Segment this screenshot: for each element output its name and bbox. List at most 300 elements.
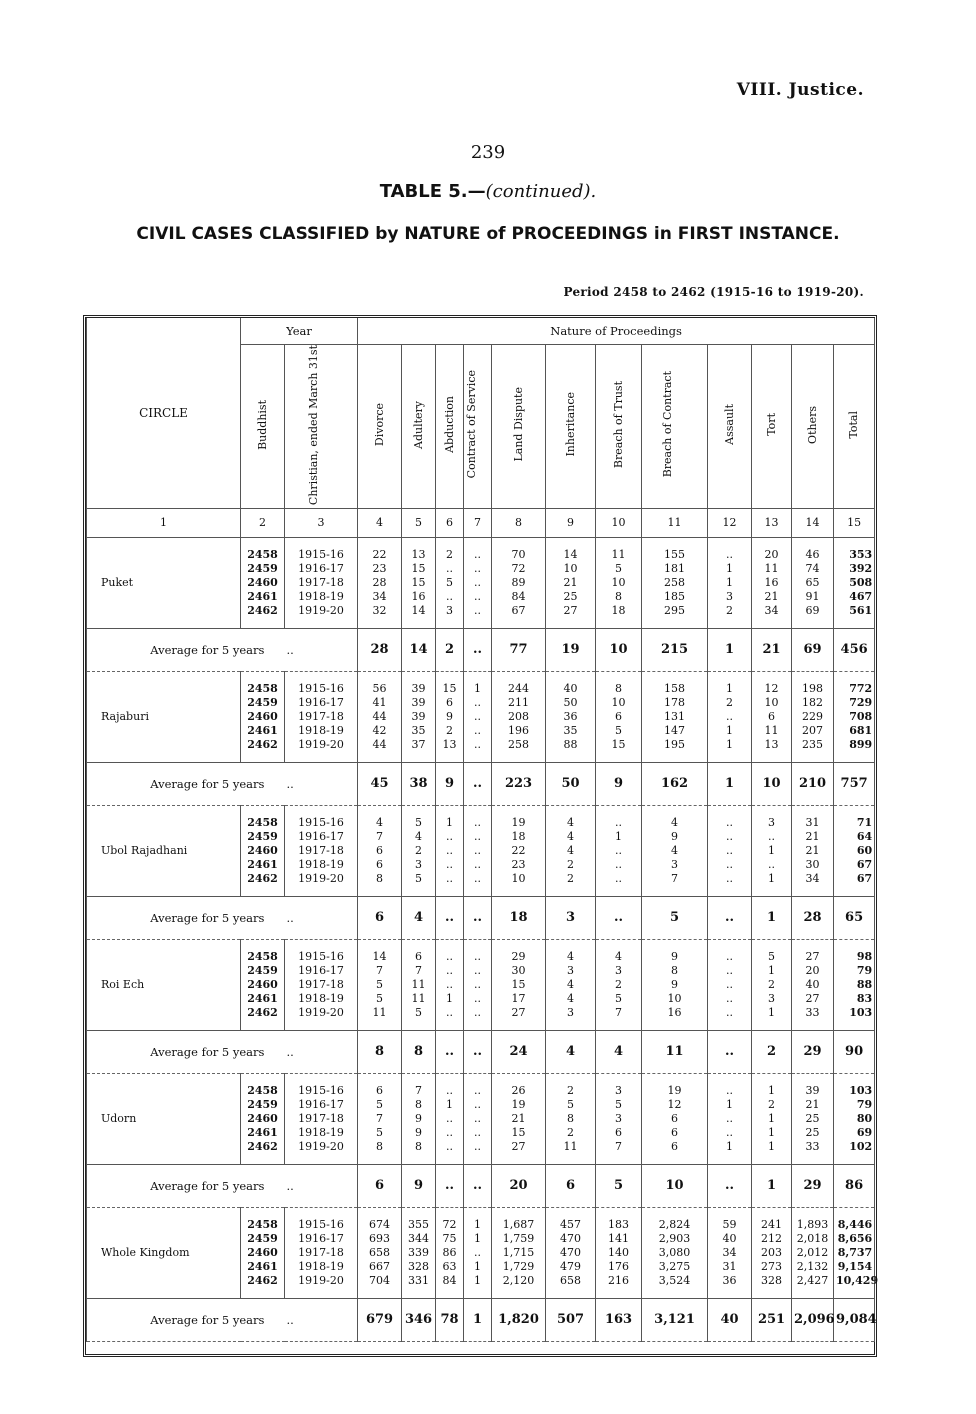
value-cell: 56 (358, 682, 402, 696)
table-row (87, 950, 875, 964)
value-cell: 457 (546, 1218, 596, 1232)
average-cell: 2 (436, 628, 464, 671)
value-cell: 69 (834, 1126, 875, 1140)
table-row (87, 1084, 875, 1098)
average-cell: 6 (358, 1164, 402, 1207)
col-header-breach-of-trust: Breach of Trust (611, 380, 625, 469)
value-cell: 5 (436, 576, 464, 590)
circle-header: CIRCLE (87, 318, 241, 508)
value-cell: 21 (792, 1098, 834, 1112)
value-cell: 3 (596, 964, 642, 978)
value-cell: 1 (708, 738, 752, 752)
value-cell: 5 (358, 1126, 402, 1140)
value-cell: 7 (402, 1084, 436, 1098)
average-label-dots: .. (286, 1044, 294, 1059)
value-cell: .. (708, 548, 752, 562)
col-header-land-dispute: Land Dispute (511, 387, 525, 462)
average-cell: 1 (752, 1164, 792, 1207)
value-cell: .. (464, 964, 492, 978)
value-cell: 1 (464, 1260, 492, 1274)
average-cell: 3 (546, 896, 596, 939)
value-cell: 3,524 (642, 1274, 708, 1288)
average-cell: 1 (752, 896, 792, 939)
value-cell: 71 (834, 816, 875, 830)
value-cell: 331 (402, 1274, 436, 1288)
christian-year-cell: 1918-19 (285, 858, 358, 872)
average-row (87, 1298, 875, 1341)
circle-name: Whole Kingdom (87, 1218, 241, 1288)
table-row (87, 548, 875, 562)
average-label-text: Average for 5 years (150, 642, 265, 657)
average-label (87, 896, 358, 939)
value-cell: 10 (596, 696, 642, 710)
value-cell: 899 (834, 738, 875, 752)
average-cell: 90 (834, 1030, 875, 1073)
value-cell: 21 (792, 844, 834, 858)
value-cell: 8 (402, 1140, 436, 1154)
value-cell: 2 (402, 844, 436, 858)
value-cell: 6 (596, 710, 642, 724)
christian-year-cell: 1916-17 (285, 1098, 358, 1112)
value-cell: .. (464, 844, 492, 858)
christian-year-cell: 1918-19 (285, 724, 358, 738)
christian-year-cell: 1915-16 (285, 548, 358, 562)
value-cell: 3 (752, 816, 792, 830)
average-cell: 162 (642, 762, 708, 805)
value-cell: 2 (708, 696, 752, 710)
value-cell: 31 (792, 816, 834, 830)
value-cell: 35 (546, 724, 596, 738)
column-number: 11 (642, 508, 708, 537)
average-cell: 6 (358, 896, 402, 939)
value-cell: 155 (642, 548, 708, 562)
value-cell: .. (464, 1084, 492, 1098)
value-cell: 772 (834, 682, 875, 696)
value-cell: 508 (834, 576, 875, 590)
average-cell: 28 (792, 896, 834, 939)
value-cell: 344 (402, 1232, 436, 1246)
value-cell: 11 (402, 992, 436, 1006)
value-cell: 1 (708, 724, 752, 738)
value-cell: 10 (596, 576, 642, 590)
christian-year-cell: 1919-20 (285, 1140, 358, 1154)
value-cell: .. (436, 950, 464, 964)
value-cell: 27 (492, 1006, 546, 1020)
value-cell: 91 (792, 590, 834, 604)
value-cell: 328 (752, 1274, 792, 1288)
page-number: 239 (470, 142, 506, 163)
value-cell: 12 (752, 682, 792, 696)
value-cell: 1,759 (492, 1232, 546, 1246)
table-body (87, 537, 879, 1341)
value-cell: 185 (642, 590, 708, 604)
buddhist-year-cell: 2458 (241, 548, 285, 562)
average-cell: 78 (436, 1298, 464, 1341)
average-cell: 9,084 (834, 1298, 875, 1341)
value-cell: 2 (546, 1084, 596, 1098)
average-cell: 1 (708, 628, 752, 671)
value-cell: .. (436, 964, 464, 978)
value-cell: 35 (402, 724, 436, 738)
average-cell: 10 (596, 628, 642, 671)
value-cell: 2,018 (792, 1232, 834, 1246)
column-number: 1 (87, 508, 241, 537)
value-cell: 392 (834, 562, 875, 576)
value-cell: 9,154 (834, 1260, 875, 1274)
value-cell: 20 (752, 548, 792, 562)
value-cell: 27 (492, 1140, 546, 1154)
value-cell: 183 (596, 1218, 642, 1232)
value-cell: 1 (708, 1140, 752, 1154)
value-cell: 229 (792, 710, 834, 724)
column-number: 7 (464, 508, 492, 537)
value-cell: 2 (708, 604, 752, 618)
average-cell: 223 (492, 762, 546, 805)
value-cell: 9 (436, 710, 464, 724)
value-cell: .. (464, 576, 492, 590)
average-cell: 8 (358, 1030, 402, 1073)
table-continued: (continued). (485, 181, 597, 202)
value-cell: 8 (596, 682, 642, 696)
value-cell: 17 (492, 992, 546, 1006)
value-cell: 5 (358, 1098, 402, 1112)
value-cell: 2,012 (792, 1246, 834, 1260)
value-cell: 9 (642, 830, 708, 844)
value-cell: 18 (596, 604, 642, 618)
value-cell: 704 (358, 1274, 402, 1288)
value-cell: 2 (436, 548, 464, 562)
christian-year-cell: 1917-18 (285, 844, 358, 858)
value-cell: 3 (596, 1084, 642, 1098)
value-cell: .. (464, 1246, 492, 1260)
buddhist-year-cell: 2460 (241, 1112, 285, 1126)
column-number: 15 (834, 508, 875, 537)
buddhist-year-cell: 2460 (241, 844, 285, 858)
value-cell: 561 (834, 604, 875, 618)
christian-year-cell: 1915-16 (285, 1084, 358, 1098)
value-cell: 1 (708, 562, 752, 576)
value-cell: 6 (358, 1084, 402, 1098)
value-cell: .. (464, 1112, 492, 1126)
value-cell: 241 (752, 1218, 792, 1232)
average-cell: 3,121 (642, 1298, 708, 1341)
christian-year-cell: 1916-17 (285, 830, 358, 844)
average-cell: .. (464, 896, 492, 939)
value-cell: .. (464, 696, 492, 710)
buddhist-year-cell: 2460 (241, 576, 285, 590)
christian-year-cell: 1918-19 (285, 1260, 358, 1274)
value-cell: 3,275 (642, 1260, 708, 1274)
value-cell: 16 (752, 576, 792, 590)
value-cell: 27 (546, 604, 596, 618)
value-cell: 11 (752, 724, 792, 738)
value-cell: 44 (358, 738, 402, 752)
value-cell: 39 (402, 710, 436, 724)
value-cell: 21 (492, 1112, 546, 1126)
buddhist-year-cell: 2462 (241, 738, 285, 752)
value-cell: 212 (752, 1232, 792, 1246)
circle-name: Roi Ech (87, 950, 241, 1020)
buddhist-year-cell: 2458 (241, 816, 285, 830)
value-cell: .. (464, 1006, 492, 1020)
buddhist-year-cell: 2461 (241, 590, 285, 604)
value-cell: 13 (752, 738, 792, 752)
average-cell: .. (464, 1164, 492, 1207)
value-cell: .. (708, 816, 752, 830)
value-cell: 11 (358, 1006, 402, 1020)
christian-year-cell: 1916-17 (285, 562, 358, 576)
value-cell: 25 (792, 1112, 834, 1126)
value-cell: 176 (596, 1260, 642, 1274)
buddhist-year-cell: 2458 (241, 950, 285, 964)
buddhist-year-cell: 2459 (241, 562, 285, 576)
value-cell: 83 (834, 992, 875, 1006)
value-cell: 4 (358, 816, 402, 830)
value-cell: 23 (492, 858, 546, 872)
col-header-total: Total (847, 410, 861, 439)
average-cell: .. (464, 762, 492, 805)
value-cell: 16 (402, 590, 436, 604)
value-cell: .. (464, 1126, 492, 1140)
value-cell: 15 (492, 1126, 546, 1140)
value-cell: .. (596, 844, 642, 858)
value-cell: 729 (834, 696, 875, 710)
year-header: Year (241, 318, 358, 344)
value-cell: 3 (436, 604, 464, 618)
value-cell: 1 (464, 1274, 492, 1288)
value-cell: .. (436, 1126, 464, 1140)
value-cell: 9 (642, 950, 708, 964)
average-cell: 10 (752, 762, 792, 805)
value-cell: 208 (492, 710, 546, 724)
value-cell: 158 (642, 682, 708, 696)
value-cell: 3 (752, 992, 792, 1006)
value-cell: 1 (752, 1112, 792, 1126)
value-cell: 59 (708, 1218, 752, 1232)
average-cell: .. (708, 1030, 752, 1073)
average-label (87, 1298, 358, 1341)
column-number: 12 (708, 508, 752, 537)
value-cell: 79 (834, 964, 875, 978)
average-label-text: Average for 5 years (150, 776, 265, 791)
value-cell: 88 (834, 978, 875, 992)
value-cell: 658 (546, 1274, 596, 1288)
table-row (87, 816, 875, 830)
col-header-tort: Tort (764, 413, 778, 436)
value-cell: .. (752, 858, 792, 872)
average-label (87, 628, 358, 671)
value-cell: 5 (402, 872, 436, 886)
column-number: 13 (752, 508, 792, 537)
average-cell: 9 (402, 1164, 436, 1207)
value-cell: 50 (546, 696, 596, 710)
value-cell: 75 (436, 1232, 464, 1246)
value-cell: 19 (492, 816, 546, 830)
value-cell: 2 (752, 1098, 792, 1112)
value-cell: 18 (492, 830, 546, 844)
buddhist-year-cell: 2461 (241, 1126, 285, 1140)
value-cell: 198 (792, 682, 834, 696)
buddhist-year-cell: 2461 (241, 724, 285, 738)
average-row (87, 1030, 875, 1073)
average-cell: 11 (642, 1030, 708, 1073)
christian-year-cell: 1916-17 (285, 964, 358, 978)
value-cell: .. (464, 738, 492, 752)
circle-name: Ubol Rajadhani (87, 816, 241, 886)
value-cell: .. (708, 1084, 752, 1098)
value-cell: 9 (402, 1112, 436, 1126)
civil-cases-table (86, 318, 879, 1342)
value-cell: .. (464, 872, 492, 886)
average-cell: 757 (834, 762, 875, 805)
value-cell: 147 (642, 724, 708, 738)
col-header-contract-of-service: Contract of Service (465, 370, 479, 479)
christian-year-cell: 1919-20 (285, 604, 358, 618)
circle-name: Puket (87, 548, 241, 618)
value-cell: 19 (492, 1098, 546, 1112)
average-label (87, 1030, 358, 1073)
value-cell: 15 (436, 682, 464, 696)
value-cell: 14 (402, 604, 436, 618)
column-number: 9 (546, 508, 596, 537)
value-cell: 36 (546, 710, 596, 724)
value-cell: 3 (402, 858, 436, 872)
value-cell: 11 (546, 1140, 596, 1154)
average-label-dots: .. (286, 910, 294, 925)
value-cell: .. (708, 844, 752, 858)
value-cell: 84 (436, 1274, 464, 1288)
christian-year-cell: 1915-16 (285, 682, 358, 696)
average-cell: 38 (402, 762, 436, 805)
value-cell: 10 (642, 992, 708, 1006)
christian-year-cell: 1915-16 (285, 1218, 358, 1232)
value-cell: 258 (642, 576, 708, 590)
value-cell: .. (708, 950, 752, 964)
average-cell: .. (596, 896, 642, 939)
average-cell: 29 (792, 1164, 834, 1207)
column-number: 2 (241, 508, 285, 537)
average-cell: 346 (402, 1298, 436, 1341)
value-cell: 4 (596, 950, 642, 964)
value-cell: 3 (546, 1006, 596, 1020)
value-cell: 6 (402, 950, 436, 964)
value-cell: 70 (492, 548, 546, 562)
christian-year-cell: 1919-20 (285, 872, 358, 886)
value-cell: 2 (546, 858, 596, 872)
value-cell: 103 (834, 1006, 875, 1020)
value-cell: 1,893 (792, 1218, 834, 1232)
table-row (87, 1218, 875, 1232)
average-label (87, 762, 358, 805)
average-cell: .. (436, 1030, 464, 1073)
value-cell: .. (464, 724, 492, 738)
value-cell: 88 (546, 738, 596, 752)
average-cell: 29 (792, 1030, 834, 1073)
value-cell: .. (436, 1140, 464, 1154)
value-cell: 328 (402, 1260, 436, 1274)
value-cell: 1 (464, 1232, 492, 1246)
value-cell: 2 (596, 978, 642, 992)
buddhist-year-cell: 2462 (241, 1006, 285, 1020)
value-cell: 22 (358, 548, 402, 562)
value-cell: 1 (752, 1126, 792, 1140)
value-cell: 46 (792, 548, 834, 562)
value-cell: 34 (708, 1246, 752, 1260)
value-cell: 207 (792, 724, 834, 738)
christian-year-cell: 1917-18 (285, 1112, 358, 1126)
value-cell: 41 (358, 696, 402, 710)
value-cell: 84 (492, 590, 546, 604)
average-row (87, 896, 875, 939)
value-cell: 181 (642, 562, 708, 576)
value-cell: 211 (492, 696, 546, 710)
value-cell: 195 (642, 738, 708, 752)
average-cell: 251 (752, 1298, 792, 1341)
value-cell: 8,446 (834, 1218, 875, 1232)
buddhist-year-cell: 2459 (241, 830, 285, 844)
average-cell: 19 (546, 628, 596, 671)
value-cell: 1 (708, 682, 752, 696)
col-header-assault: Assault (722, 404, 736, 445)
value-cell: 19 (642, 1084, 708, 1098)
value-cell: 8,656 (834, 1232, 875, 1246)
average-label-text: Average for 5 years (150, 1044, 265, 1059)
value-cell: 1 (752, 872, 792, 886)
value-cell: 7 (596, 1006, 642, 1020)
buddhist-year-cell: 2462 (241, 1274, 285, 1288)
value-cell: 39 (792, 1084, 834, 1098)
value-cell: 8 (642, 964, 708, 978)
value-cell: 6 (436, 696, 464, 710)
value-cell: .. (708, 964, 752, 978)
section-heading: VIII. Justice. (736, 80, 864, 100)
value-cell: 4 (546, 844, 596, 858)
value-cell: 7 (358, 1112, 402, 1126)
value-cell: 22 (492, 844, 546, 858)
average-row (87, 762, 875, 805)
average-cell: 1 (464, 1298, 492, 1341)
col-header-inheritance: Inheritance (563, 392, 577, 457)
average-row (87, 628, 875, 671)
value-cell: 4 (546, 992, 596, 1006)
table-row (87, 682, 875, 696)
average-label-dots: .. (286, 776, 294, 791)
value-cell: .. (464, 548, 492, 562)
value-cell: 1 (752, 1140, 792, 1154)
value-cell: 42 (358, 724, 402, 738)
value-cell: 72 (436, 1218, 464, 1232)
value-cell: 5 (358, 992, 402, 1006)
value-cell: 8 (358, 872, 402, 886)
value-cell: .. (436, 1112, 464, 1126)
average-cell: 50 (546, 762, 596, 805)
value-cell: 674 (358, 1218, 402, 1232)
buddhist-year-cell: 2459 (241, 696, 285, 710)
average-cell: 45 (358, 762, 402, 805)
average-cell: 10 (642, 1164, 708, 1207)
column-number: 4 (358, 508, 402, 537)
value-cell: 69 (792, 604, 834, 618)
buddhist-year-cell: 2462 (241, 1140, 285, 1154)
value-cell: 28 (358, 576, 402, 590)
average-label-dots: .. (286, 1312, 294, 1327)
column-number: 8 (492, 508, 546, 537)
average-cell: .. (436, 1164, 464, 1207)
value-cell: 8 (402, 1098, 436, 1112)
value-cell: .. (436, 590, 464, 604)
value-cell: .. (708, 1126, 752, 1140)
average-cell: 5 (596, 1164, 642, 1207)
